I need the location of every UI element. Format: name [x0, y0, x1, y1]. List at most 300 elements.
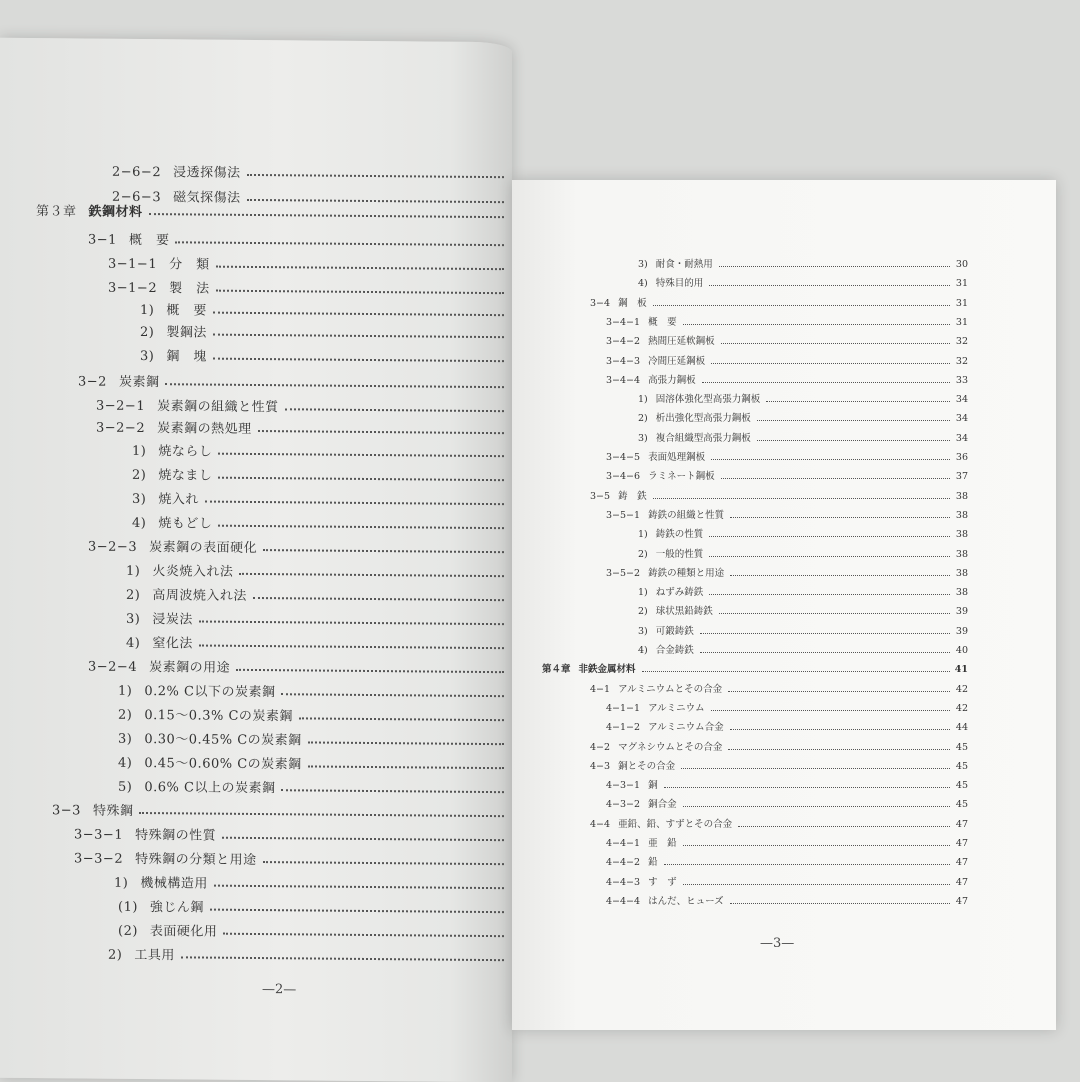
dot-leader — [721, 343, 950, 344]
entry-page-number: 44 — [952, 722, 968, 733]
entry-title: 分 類 — [169, 253, 210, 272]
dot-leader — [213, 334, 504, 339]
dot-leader — [223, 933, 504, 937]
entry-title: 概 要 — [129, 229, 170, 248]
right-toc-entry — [606, 854, 968, 868]
entry-number: 4) — [126, 636, 140, 651]
left-toc-entry — [96, 417, 512, 440]
entry-title: 亜鉛、鉛、すずとその合金 — [618, 816, 732, 830]
entry-title: 焼ならし — [158, 440, 212, 459]
left-toc-entry — [114, 872, 512, 894]
entry-number: (2) — [118, 924, 138, 939]
dot-leader — [681, 768, 950, 769]
dot-leader — [218, 525, 504, 529]
entry-number: 3−1−1 — [108, 257, 157, 272]
entry-number: 第４章 — [542, 661, 571, 675]
left-toc-entry — [126, 608, 512, 630]
dot-leader — [642, 671, 950, 672]
entry-title: 鋼 塊 — [166, 345, 207, 364]
entry-number: 3−4−4 — [606, 375, 640, 386]
entry-title: 冷間圧延鋼板 — [648, 353, 705, 367]
entry-number: 4−2 — [590, 742, 610, 753]
dot-leader — [709, 285, 950, 286]
entry-title: 浸透探傷法 — [173, 161, 241, 181]
right-toc-entry — [638, 526, 968, 540]
entry-number: 3) — [638, 433, 648, 444]
right-toc-entry — [606, 507, 968, 521]
left-toc-entry — [140, 321, 512, 343]
dot-leader — [664, 787, 950, 788]
right-toc-entry — [606, 565, 968, 579]
right-toc-entry — [638, 275, 968, 289]
dot-leader — [730, 517, 950, 518]
left-toc-entry — [140, 345, 512, 367]
dot-leader — [218, 453, 504, 457]
left-toc-entry — [132, 512, 512, 534]
right-toc-entry — [638, 546, 968, 560]
entry-title: 0.2% C以下の炭素鋼 — [144, 680, 275, 700]
left-toc-entry — [88, 536, 512, 559]
entry-title: 耐食・耐熱用 — [656, 256, 713, 270]
entry-title: 非鉄金属材料 — [579, 661, 636, 675]
entry-title: 高周波焼入れ法 — [152, 584, 247, 604]
dot-leader — [700, 652, 950, 653]
dot-leader — [719, 266, 950, 267]
entry-number: 3−4−3 — [606, 356, 640, 367]
right-toc-entry — [638, 623, 968, 637]
entry-number: 2) — [118, 708, 132, 723]
entry-number: 2−6−3 — [112, 190, 161, 205]
entry-number: 3) — [638, 626, 648, 637]
dot-leader — [258, 430, 504, 434]
left-page-number: —2— — [262, 982, 296, 997]
entry-title: 可鍛鋳鉄 — [656, 623, 694, 637]
entry-title: 銅合金 — [648, 796, 677, 810]
entry-number: 2) — [638, 606, 648, 617]
dot-leader — [719, 613, 950, 614]
right-toc-entry — [638, 584, 968, 598]
entry-page-number: 39 — [952, 606, 968, 617]
entry-title: 鉛 — [648, 854, 658, 868]
entry-page-number: 45 — [952, 780, 968, 791]
entry-title: 表面硬化用 — [150, 920, 218, 940]
entry-title: 0.6% C以上の炭素鋼 — [144, 776, 275, 796]
left-toc-entry — [52, 799, 512, 822]
left-toc-entry — [118, 752, 512, 774]
dot-leader — [721, 478, 950, 479]
entry-number: 4) — [638, 645, 648, 656]
entry-number: 1) — [638, 394, 648, 405]
entry-title: 一般的性質 — [656, 546, 704, 560]
left-page — [0, 38, 512, 1082]
entry-number: 4−4−2 — [606, 857, 640, 868]
left-toc-entry — [118, 920, 512, 942]
left-toc-entry — [74, 847, 512, 870]
right-toc-entry — [606, 333, 968, 347]
entry-page-number: 38 — [952, 568, 968, 579]
dot-leader — [738, 826, 950, 827]
entry-number: 3−4 — [590, 298, 610, 309]
entry-title: 銅 — [648, 777, 658, 791]
dot-leader — [263, 549, 504, 553]
entry-title: アルミニウムとその合金 — [618, 681, 722, 695]
entry-number: (1) — [118, 900, 138, 915]
dot-leader — [247, 174, 504, 178]
right-page-number: —3— — [760, 936, 794, 951]
dot-leader — [149, 213, 504, 218]
entry-page-number: 47 — [952, 819, 968, 830]
entry-number: 2−6−2 — [112, 165, 161, 180]
dot-leader — [730, 903, 950, 904]
dot-leader — [709, 536, 950, 537]
right-toc-entry — [638, 603, 968, 617]
entry-number: 3−3 — [52, 803, 81, 818]
entry-title: 特殊鋼 — [93, 800, 134, 819]
entry-number: 4−1−2 — [606, 722, 640, 733]
entry-number: 3−1 — [88, 233, 117, 248]
left-toc — [0, 38, 512, 42]
entry-title: 炭素鋼の熱処理 — [157, 417, 252, 437]
entry-page-number: 38 — [952, 587, 968, 598]
right-toc-entry — [590, 758, 968, 772]
dot-leader — [709, 594, 950, 595]
entry-number: 2) — [126, 588, 140, 603]
entry-title: 鋳鉄の種類と用途 — [648, 565, 724, 579]
dot-leader — [653, 498, 950, 499]
entry-page-number: 41 — [952, 664, 968, 675]
entry-page-number: 39 — [952, 626, 968, 637]
entry-title: アルミニウム合金 — [648, 719, 724, 733]
entry-page-number: 37 — [952, 471, 968, 482]
dot-leader — [199, 645, 504, 650]
entry-title: ラミネート鋼板 — [648, 468, 715, 482]
right-toc-entry — [606, 777, 968, 791]
entry-number: 4) — [118, 756, 132, 771]
entry-title: 0.45〜0.60% Cの炭素鋼 — [144, 752, 301, 772]
dot-leader — [199, 621, 504, 626]
entry-number: 1) — [140, 303, 154, 318]
entry-number: 4−3 — [590, 761, 610, 772]
entry-number: 第３章 — [36, 200, 77, 219]
entry-page-number: 42 — [952, 703, 968, 714]
entry-number: 3−4−6 — [606, 471, 640, 482]
entry-number: 4) — [132, 516, 146, 531]
dot-leader — [728, 691, 950, 692]
right-toc-entry — [590, 681, 968, 695]
entry-title: 表面処理鋼板 — [648, 449, 705, 463]
left-toc-entry — [36, 200, 512, 223]
entry-page-number: 34 — [952, 413, 968, 424]
entry-title: 製 法 — [169, 277, 210, 296]
entry-number: 3−5−2 — [606, 568, 640, 579]
entry-number: 4−4−1 — [606, 838, 640, 849]
dot-leader — [757, 440, 950, 441]
dot-leader — [139, 812, 504, 817]
dot-leader — [285, 408, 504, 412]
entry-number: 4−1−1 — [606, 703, 640, 714]
left-toc-entry — [78, 370, 512, 393]
dot-leader — [218, 477, 504, 481]
entry-number: 3−3−2 — [74, 851, 123, 866]
entry-title: 特殊鋼の分類と用途 — [135, 848, 257, 868]
dot-leader — [683, 324, 950, 325]
left-toc-entry — [88, 229, 512, 252]
dot-leader — [214, 885, 504, 890]
dot-leader — [757, 420, 950, 421]
right-toc-entry — [638, 642, 968, 656]
entry-title: 複合組織型高張力鋼板 — [656, 430, 751, 444]
left-toc-entry — [126, 560, 512, 582]
entry-title: 高張力鋼板 — [648, 372, 696, 386]
right-toc-entry — [606, 835, 968, 849]
right-toc-entry — [590, 816, 968, 830]
entry-title: 熱間圧延軟鋼板 — [648, 333, 715, 347]
entry-number: 1) — [638, 529, 648, 540]
entry-number: 1) — [126, 564, 140, 579]
dot-leader — [653, 305, 950, 306]
dot-leader — [263, 861, 504, 865]
entry-number: 3) — [118, 732, 132, 747]
entry-title: ねずみ鋳鉄 — [656, 584, 704, 598]
right-toc-entry — [606, 893, 968, 907]
right-toc-entry — [606, 719, 968, 733]
entry-number: 3−5 — [590, 491, 610, 502]
entry-title: 0.15〜0.3% Cの炭素鋼 — [144, 704, 293, 724]
dot-leader — [213, 312, 504, 317]
entry-number: 3−2−4 — [88, 660, 137, 675]
entry-page-number: 45 — [952, 742, 968, 753]
dot-leader — [709, 556, 950, 557]
right-toc-entry — [606, 700, 968, 714]
entry-title: はんだ、ヒューズ — [648, 893, 724, 907]
left-toc-entry — [118, 680, 512, 702]
entry-page-number: 32 — [952, 336, 968, 347]
dot-leader — [205, 501, 504, 506]
dot-leader — [711, 363, 950, 364]
entry-page-number: 42 — [952, 684, 968, 695]
dot-leader — [181, 956, 504, 961]
entry-title: 炭素鋼 — [119, 371, 160, 390]
entry-title: 概 要 — [166, 299, 207, 318]
entry-title: 火炎焼入れ法 — [152, 560, 233, 580]
dot-leader — [683, 884, 950, 885]
entry-number: 3−2−1 — [96, 399, 145, 414]
entry-page-number: 33 — [952, 375, 968, 386]
entry-number: 1) — [132, 444, 146, 459]
entry-title: 窒化法 — [152, 632, 193, 651]
entry-number: 2) — [638, 549, 648, 560]
dot-leader — [222, 837, 504, 841]
entry-title: 炭素鋼の表面硬化 — [149, 536, 257, 556]
right-page — [512, 180, 1056, 1030]
left-toc-entry — [108, 944, 512, 967]
entry-number: 3−5−1 — [606, 510, 640, 521]
entry-title: 銅とその合金 — [618, 758, 675, 772]
entry-number: 3−4−1 — [606, 317, 640, 328]
entry-number: 3−1−2 — [108, 281, 157, 296]
entry-page-number: 34 — [952, 394, 968, 405]
dot-leader — [253, 597, 504, 601]
right-toc-entry — [542, 661, 968, 675]
entry-number: 3−3−1 — [74, 827, 123, 842]
entry-page-number: 47 — [952, 877, 968, 888]
entry-number: 2) — [132, 468, 146, 483]
dot-leader — [308, 765, 504, 769]
entry-page-number: 45 — [952, 799, 968, 810]
entry-number: 3) — [126, 612, 140, 627]
left-toc-entry — [108, 253, 512, 276]
entry-number: 3) — [638, 259, 648, 270]
right-toc-entry — [590, 739, 968, 753]
entry-page-number: 40 — [952, 645, 968, 656]
entry-number: 4−4 — [590, 819, 610, 830]
left-toc-entry — [88, 656, 512, 679]
left-toc-entry — [126, 632, 512, 654]
right-toc-entry — [638, 430, 968, 444]
dot-leader — [281, 693, 504, 697]
entry-page-number: 45 — [952, 761, 968, 772]
left-toc-entry — [118, 896, 512, 918]
entry-title: 強じん鋼 — [150, 896, 204, 915]
left-toc-entry — [126, 584, 512, 606]
left-toc-entry — [96, 395, 512, 418]
entry-title: 工具用 — [134, 944, 175, 963]
dot-leader — [165, 383, 504, 388]
right-toc-entry — [638, 410, 968, 424]
left-toc-entry — [132, 440, 512, 462]
entry-page-number: 47 — [952, 838, 968, 849]
right-toc-entry — [606, 796, 968, 810]
entry-number: 4−4−3 — [606, 877, 640, 888]
entry-number: 1) — [114, 876, 128, 891]
entry-title: 合金鋳鉄 — [656, 642, 694, 656]
entry-title: 機械構造用 — [140, 872, 208, 892]
entry-number: 4−3−1 — [606, 780, 640, 791]
dot-leader — [664, 864, 950, 865]
entry-number: 3) — [140, 349, 154, 364]
dot-leader — [711, 710, 950, 711]
entry-title: 鋳鉄の性質 — [656, 526, 704, 540]
dot-leader — [213, 358, 504, 363]
left-toc-entry — [132, 488, 512, 510]
dot-leader — [299, 717, 504, 721]
entry-number: 3−2 — [78, 374, 107, 389]
dot-leader — [711, 459, 950, 460]
left-toc-entry — [118, 728, 512, 750]
entry-page-number: 38 — [952, 529, 968, 540]
right-toc-entry — [606, 353, 968, 367]
entry-title: 炭素鋼の用途 — [149, 656, 230, 676]
right-toc-entry — [606, 449, 968, 463]
entry-number: 3) — [132, 492, 146, 507]
entry-number: 4−3−2 — [606, 799, 640, 810]
entry-title: 鋳 鉄 — [618, 488, 647, 502]
entry-number: 4) — [638, 278, 648, 289]
entry-page-number: 30 — [952, 259, 968, 270]
right-toc-entry — [606, 874, 968, 888]
entry-number: 5) — [118, 780, 132, 795]
left-toc-entry — [108, 277, 512, 300]
dot-leader — [175, 241, 504, 246]
entry-title: 焼なまし — [158, 464, 212, 483]
entry-title: 固溶体強化型高張力鋼板 — [656, 391, 761, 405]
entry-title: 鉄鋼材料 — [89, 201, 143, 220]
dot-leader — [730, 575, 950, 576]
entry-page-number: 38 — [952, 510, 968, 521]
entry-title: 0.30〜0.45% Cの炭素鋼 — [144, 728, 301, 748]
right-toc-entry — [590, 488, 968, 502]
dot-leader — [702, 382, 950, 383]
entry-title: 亜 鉛 — [648, 835, 677, 849]
right-toc-entry — [606, 372, 968, 386]
entry-page-number: 38 — [952, 491, 968, 502]
entry-number: 1) — [118, 684, 132, 699]
entry-title: 特殊目的用 — [656, 275, 704, 289]
entry-title: 浸炭法 — [152, 608, 193, 627]
entry-page-number: 31 — [952, 298, 968, 309]
entry-number: 3−2−3 — [88, 540, 137, 555]
entry-page-number: 36 — [952, 452, 968, 463]
entry-number: 3−4−2 — [606, 336, 640, 347]
left-toc-entry — [112, 161, 512, 183]
left-toc-entry — [74, 823, 512, 846]
entry-title: す ず — [648, 874, 677, 888]
entry-title: 鋼 板 — [618, 295, 647, 309]
dot-leader — [683, 845, 950, 846]
entry-page-number: 38 — [952, 549, 968, 560]
entry-number: 4−1 — [590, 684, 610, 695]
dot-leader — [210, 909, 504, 914]
entry-page-number: 31 — [952, 278, 968, 289]
dot-leader — [236, 669, 504, 673]
dot-leader — [216, 266, 504, 271]
entry-title: 焼もどし — [158, 512, 212, 531]
dot-leader — [308, 741, 504, 745]
entry-title: 焼入れ — [158, 488, 199, 507]
dot-leader — [730, 729, 950, 730]
entry-title: マグネシウムとその合金 — [618, 739, 722, 753]
entry-number: 4−4−4 — [606, 896, 640, 907]
left-toc-entry — [118, 704, 512, 726]
right-toc-entry — [606, 314, 968, 328]
left-toc-entry — [118, 776, 512, 798]
entry-title: アルミニウム — [648, 700, 705, 714]
entry-page-number: 31 — [952, 317, 968, 328]
dot-leader — [766, 401, 950, 402]
right-toc-entry — [606, 468, 968, 482]
entry-title: 炭素鋼の組織と性質 — [157, 395, 279, 415]
entry-title: 特殊鋼の性質 — [135, 824, 216, 844]
entry-title: 球状黒鉛鋳鉄 — [656, 603, 713, 617]
dot-leader — [239, 573, 504, 577]
left-toc-entry — [132, 464, 512, 486]
entry-page-number: 34 — [952, 433, 968, 444]
left-toc-entry — [140, 299, 512, 321]
right-toc-entry — [590, 295, 968, 309]
right-toc-entry — [638, 256, 968, 270]
entry-page-number: 47 — [952, 896, 968, 907]
entry-title: 磁気探傷法 — [173, 186, 241, 206]
entry-number: 1) — [638, 587, 648, 598]
right-toc-entry — [638, 391, 968, 405]
dot-leader — [683, 806, 950, 807]
entry-number: 2) — [140, 325, 154, 340]
dot-leader — [728, 749, 950, 750]
entry-title: 製鋼法 — [166, 321, 207, 340]
dot-leader — [216, 290, 504, 295]
entry-page-number: 47 — [952, 857, 968, 868]
entry-title: 鋳鉄の組織と性質 — [648, 507, 724, 521]
